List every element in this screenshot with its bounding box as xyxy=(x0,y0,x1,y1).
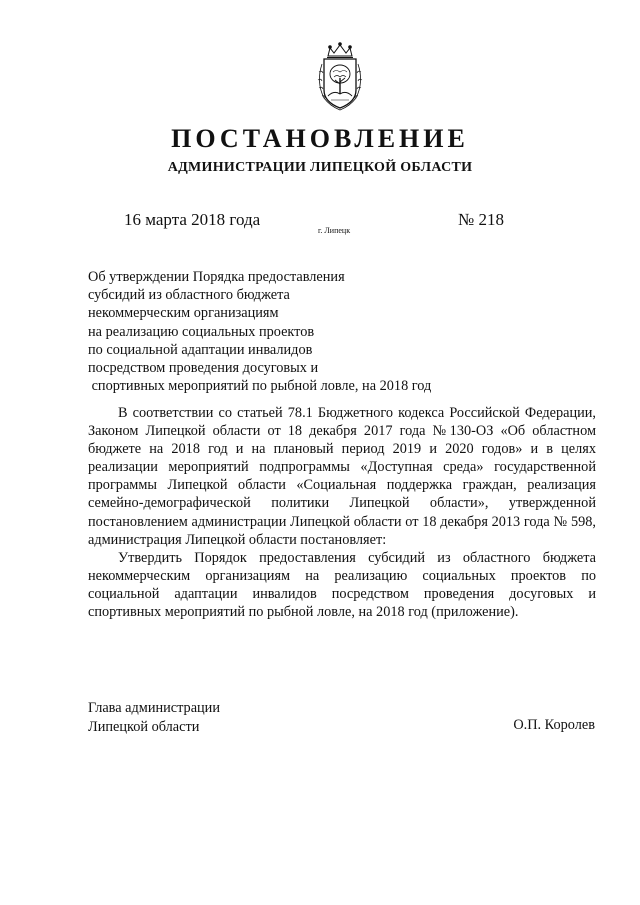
signatory-position-line: Липецкой области xyxy=(88,718,200,735)
document-body xyxy=(88,404,596,621)
subject-line: некоммерческим организациям xyxy=(88,305,279,322)
subject-line: на реализацию социальных проектов xyxy=(88,323,315,340)
document-subtitle: АДМИНИСТРАЦИИ ЛИПЕЦКОЙ ОБЛАСТИ xyxy=(167,160,473,175)
document-subject xyxy=(88,268,508,395)
subject-line: по социальной адаптации инвалидов xyxy=(88,341,313,358)
subject-line: субсидий из областного бюджета xyxy=(88,287,290,304)
body-paragraph-resolution: Утвердить Порядок предоставления субсидий из областного бюджета некоммерческим организациям на реализацию социальных проектов по социальной адаптации инвалидов посредством проведения досуговых и спортивных мероприятий по рыбной ловле, на 2018 год (приложение). xyxy=(88,549,596,621)
subject-line: спортивных мероприятий по рыбной ловле, на 2018 год xyxy=(88,378,432,395)
signatory-position xyxy=(88,699,220,736)
subject-line: посредством проведения досуговых и xyxy=(88,360,319,377)
document-date: 16 марта 2018 года xyxy=(124,210,261,229)
lipetsk-coat-of-arms-icon xyxy=(314,42,366,112)
signatory-position-line: Глава администрации xyxy=(88,700,220,716)
document-title: ПОСТАНОВЛЕНИЕ xyxy=(171,124,469,153)
document-number: № 218 xyxy=(458,210,504,229)
subject-line: Об утверждении Порядка предоставления xyxy=(88,269,345,285)
body-paragraph-preamble: В соответствии со статьей 78.1 Бюджетного кодекса Российской Федерации, Законом Липецкой области от 18 декабря 2017 года №130-ОЗ «Об областном бюджете на 2018 год и на плановый период 2019 и 2020 годов» и в целях реализации мероприятий подпрограммы «Доступная среда» государственной программы Липецкой области «Социальная поддержка граждан, реализация семейно-демографической политики Липецкой области», утвержденной постановлением администрации Липецкой области от 18 декабря 2013 года № 598, администрация Липецкой области постановляет: xyxy=(88,405,596,548)
document-city: г. Липецк xyxy=(318,226,351,235)
signatory-name: О.П. Королев xyxy=(513,717,595,733)
